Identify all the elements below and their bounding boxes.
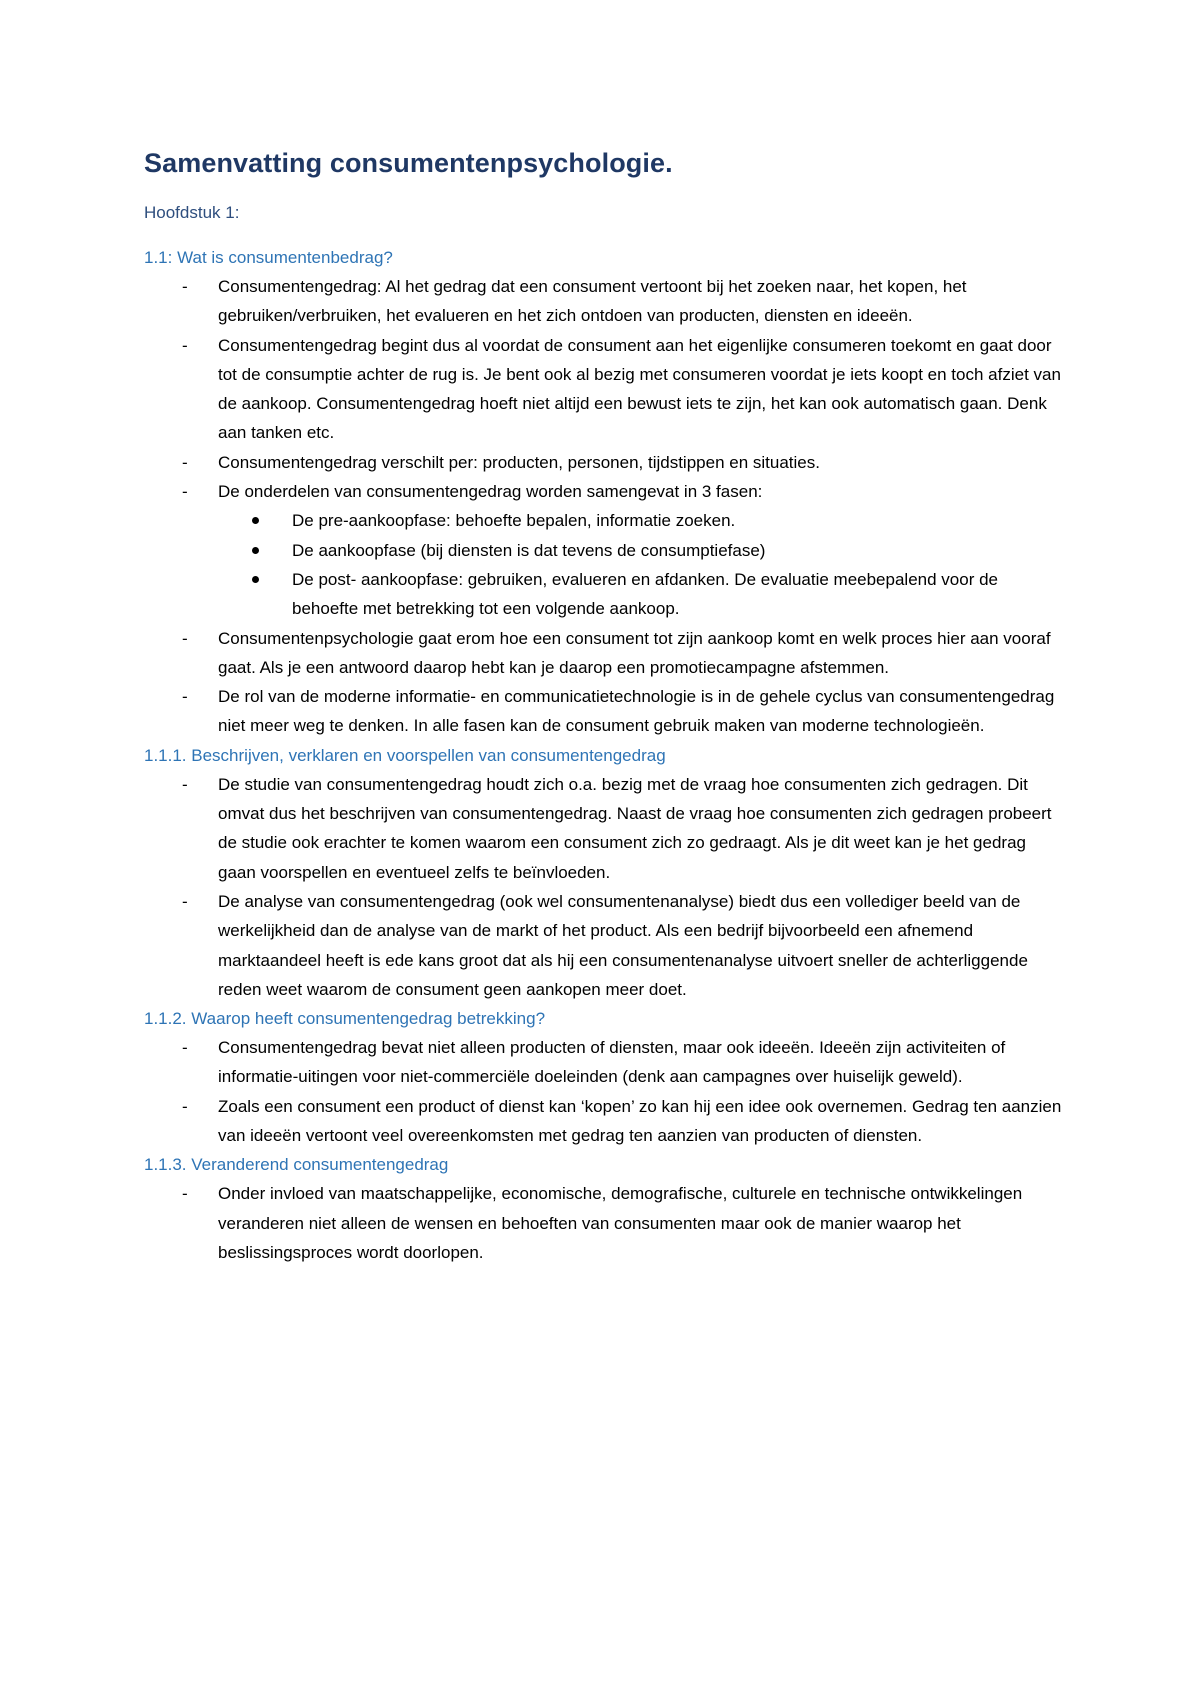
bullet-item: De aankoopfase (bij diensten is dat tevens de consumptiefase) xyxy=(144,536,1064,565)
section-1-1-1-list xyxy=(144,770,1064,1004)
phases-bullet-list xyxy=(144,506,1064,623)
dash-marker: - xyxy=(182,482,188,502)
section-1-1-2-list xyxy=(144,1033,1064,1150)
document-title: Samenvatting consumentenpsychologie. xyxy=(144,148,673,178)
list-item: - Consumentengedrag verschilt per: producten, personen, tijdstippen en situaties. xyxy=(144,448,1064,477)
list-item: - De rol van de moderne informatie- en communicatietechnologie is in de gehele cyclus van consumentengedrag niet meer weg te denken. In alle fasen kan de consument gebruik maken van moderne technologieën. xyxy=(144,682,1064,741)
section-1-1-list-continued xyxy=(144,624,1064,741)
list-item: - De analyse van consumentengedrag (ook wel consumentenanalyse) biedt dus een vollediger beeld van de werkelijkheid dan de analyse van de markt of het product. Als een bedrijf bijvoorbeeld een afnemend marktaandeel heeft is ede kans groot dat als hij een consumentenanalyse uitvoert sneller de achterliggende reden weet waarom de consument geen aankopen meer doet. xyxy=(144,887,1064,1004)
dash-marker: - xyxy=(182,1038,188,1058)
bullet-item: De pre-aankoopfase: behoefte bepalen, informatie zoeken. xyxy=(144,506,1064,535)
list-item: - De studie van consumentengedrag houdt zich o.a. bezig met de vraag hoe consumenten zich gedragen. Dit omvat dus het beschrijven van consumentengedrag. Naast de vraag hoe consumenten zich gedragen probeert de studie ook erachter te komen waarom een consument zich zo gedraagt. Als je dit weet kan je het gedrag gaan voorspellen en eventueel zelfs te beïnvloeden. xyxy=(144,770,1064,887)
dash-marker: - xyxy=(182,1096,188,1116)
section-heading-1-1-3: 1.1.3. Veranderend consumentengedrag xyxy=(144,1155,449,1175)
list-item: - Zoals een consument een product of dienst kan ‘kopen’ zo kan hij een idee ook overnemen. Gedrag ten aanzien van ideeën vertoont veel overeenkomsten met gedrag ten aanzien van producten of diensten. xyxy=(144,1092,1064,1151)
list-item: - De onderdelen van consumentengedrag worden samengevat in 3 fasen: xyxy=(144,477,1064,506)
list-item: - Onder invloed van maatschappelijke, economische, demografische, culturele en technische ontwikkelingen veranderen niet alleen de wensen en behoeften van consumenten maar ook de manier waarop het beslissingsproces wordt doorlopen. xyxy=(144,1179,1064,1267)
list-item: - Consumentengedrag begint dus al voordat de consument aan het eigenlijke consumeren toekomt en gaat door tot de consumptie achter de rug is. Je bent ook al bezig met consumeren voordat je iets koopt en toch afziet van de aankoop. Consumentengedrag hoeft niet altijd een bewust iets te zijn, het kan ook automatisch gaan. Denk aan tanken etc. xyxy=(144,331,1064,448)
dash-marker: - xyxy=(182,687,188,707)
section-heading-1-1-1: 1.1.1. Beschrijven, verklaren en voorspellen van consumentengedrag xyxy=(144,745,666,765)
bullet-dot-icon xyxy=(252,576,259,583)
section-1-1-3-list xyxy=(144,1179,1064,1267)
dash-marker: - xyxy=(182,628,188,648)
section-1-1-list xyxy=(144,272,1064,506)
bullet-dot-icon xyxy=(252,547,259,554)
dash-marker: - xyxy=(182,774,188,794)
section-heading-1-1: 1.1: Wat is consumentenbedrag? xyxy=(144,248,393,267)
dash-marker: - xyxy=(182,891,188,911)
list-item: - Consumentengedrag: Al het gedrag dat een consument vertoont bij het zoeken naar, het kopen, het gebruiken/verbruiken, het evalueren en het zich ontdoen van producten, diensten en ideeën. xyxy=(144,272,1064,331)
dash-marker: - xyxy=(182,1184,188,1204)
dash-marker: - xyxy=(182,452,188,472)
chapter-heading: Hoofdstuk 1: xyxy=(144,203,240,222)
dash-marker: - xyxy=(182,335,188,355)
dash-marker: - xyxy=(182,277,188,296)
bullet-item: De post- aankoopfase: gebruiken, evalueren en afdanken. De evaluatie meebepalend voor de behoefte met betrekking tot een volgende aankoop. xyxy=(144,565,1064,624)
document-page xyxy=(144,148,1064,1267)
section-heading-1-1-2: 1.1.2. Waarop heeft consumentengedrag betrekking? xyxy=(144,1009,546,1029)
list-item: - Consumentengedrag bevat niet alleen producten of diensten, maar ook ideeën. Ideeën zijn activiteiten of informatie-uitingen voor niet-commerciële doeleinden (denk aan campagnes over huiselijk geweld). xyxy=(144,1033,1064,1092)
list-item: - Consumentenpsychologie gaat erom hoe een consument tot zijn aankoop komt en welk proces hier aan vooraf gaat. Als je een antwoord daarop hebt kan je daarop een promotiecampagne afstemmen. xyxy=(144,624,1064,683)
